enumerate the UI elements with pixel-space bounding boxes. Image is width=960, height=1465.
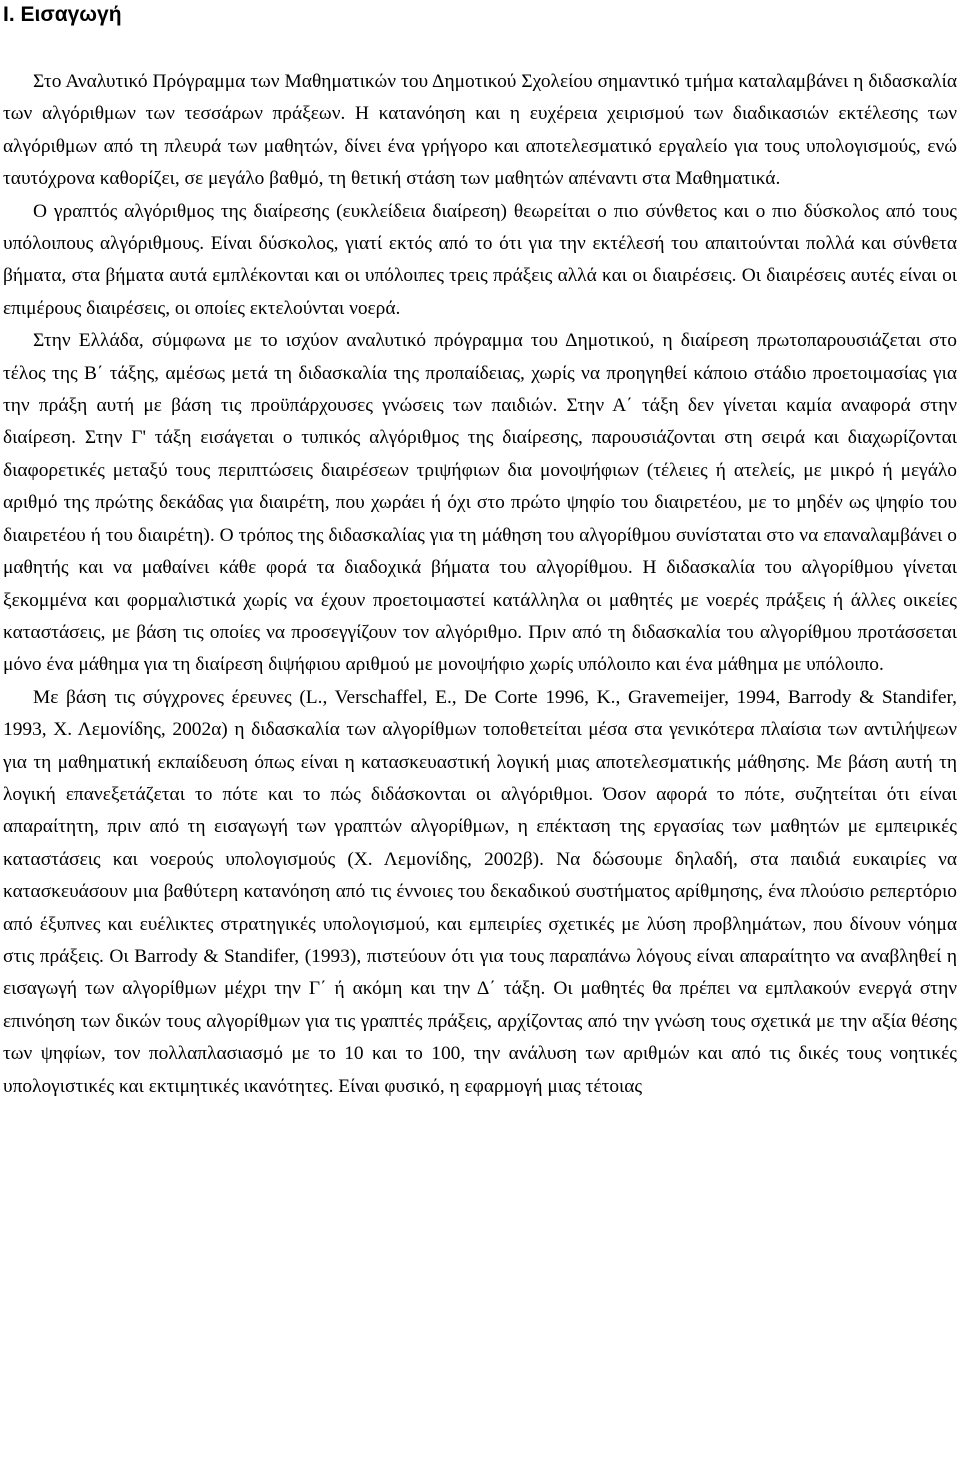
document-body xyxy=(3,66,957,1103)
section-heading: Ι. Εισαγωγή xyxy=(3,3,122,26)
paragraph-intro: Στο Αναλυτικό Πρόγραμμα των Μαθηματικών του Δημοτικού Σχολείου σημαντικό τμήμα καταλαμβάνει η διδασκαλία των αλγόριθμων των τεσσάρων πράξεων. Η κατανόηση και η ευχέρεια χειρισμού των διαδικασιών εκτέλεσης των αλγόριθμων από τη πλευρά των μαθητών, δίνει ένα γρήγορο και αποτελεσματικό εργαλείο για τους υπολογισμούς, ενώ ταυτόχρονα καθορίζει, σε μεγάλο βαθμό, τη θετική στάση των μαθητών απέναντι στα Μαθηματικά. xyxy=(3,71,957,190)
paragraph-research: Με βάση τις σύγχρονες έρευνες (L., Verschaffel, E., De Corte 1996, K., Gravemeijer, 1994, Barrody & Standifer, 1993, Χ. Λεμονίδης, 2002α) η διδασκαλία των αλγορίθμων τοποθετείται μέσα στα γενικότερα πλαίσια των αντιλήψεων για τη μαθηματική εκπαίδευση όπως είναι η κατασκευαστική λογική μιας αποτελεσματικής μάθησης. Με βάση αυτή τη λογική επανεξετάζεται το πότε και το πώς διδάσκονται οι αλγόριθμοι. Όσον αφορά το πότε, συζητείται ότι είναι απαραίτητη, πριν από τη εισαγωγή των γραπτών αλγορίθμων, η επέκταση της εργασίας των μαθητών με εμπειρικές καταστάσεις και νοερούς υπολογισμούς (Χ. Λεμονίδης, 2002β). Να δώσουμε δηλαδή, στα παιδιά ευκαιρίες να κατασκευάσουν μια βαθύτερη κατανόηση από τις έννοιες του δεκαδικού συστήματος αρίθμησης, ένα πλούσιο ρεπερτόριο από έξυπνες και ευέλικτες στρατηγικές υπολογισμού, και εμπειρίες σχετικές με λύση προβλημάτων, που δίνουν νόημα στις πράξεις. Οι Barrody & Standifer, (1993), πιστεύουν ότι για τους παραπάνω λόγους είναι απαραίτητο να αναβληθεί η εισαγωγή των αλγορίθμων μέχρι την Γ΄ ή ακόμη και την Δ΄ τάξη. Οι μαθητές θα πρέπει να εμπλακούν ενεργά στην επινόηση των δικών τους αλγορίθμων για τις γραπτές πράξεις, αρχίζοντας από την γνώση τους σχετικά με την αξία θέσης των ψηφίων, τον πολλαπλασιασμό με το 10 και το 100, την ανάλυση των αριθμών και από τις δικές τους νοητικές υπολογιστικές και εκτιμητικές ικανότητες. Είναι φυσικό, η εφαρμογή μιας τέτοιας xyxy=(3,686,957,1097)
paragraph-greece-curriculum: Στην Ελλάδα, σύμφωνα με το ισχύον αναλυτικό πρόγραμμα του Δημοτικού, η διαίρεση πρωτοπαρουσιάζεται στο τέλος της Β΄ τάξης, αμέσως μετά τη διδασκαλία της προπαίδειας, χωρίς να προηγηθεί κάποιο στάδιο προετοιμασίας για την πράξη αυτή με βάση τις προϋπάρχουσες γνώσεις των παιδιών. Στην Α΄ τάξη δεν γίνεται καμία αναφορά στην διαίρεση. Στην Γ' τάξη εισάγεται ο τυπικός αλγόριθμος της διαίρεσης, παρουσιάζονται στη σειρά και διαχωρίζονται διαφορετικές μεταξύ τους περιπτώσεις διαιρέσεων τριψήφιων δια μονοψήφιων (τέλειες ή ατελείς, με μικρό ή μεγάλο αριθμό της πρώτης δεκάδας για διαιρέτη, που χωράει ή όχι στο πρώτο ψηφίο του διαιρετέου, με το μηδέν ως ψηφίο του διαιρετέου ή του διαιρέτη). Ο τρόπος της διδασκαλίας για τη μάθηση του αλγορίθμου συνίσταται στο να επαναλαμβάνει ο μαθητής και να μαθαίνει κάθε φορά τα διαδοχικά βήματα του αλγορίθμου. Η διδασκαλία του αλγορίθμου γίνεται ξεκομμένα και φορμαλιστικά χωρίς να έχουν προετοιμαστεί κατάλληλα οι μαθητές με νοερές πράξεις ή άλλες οικείες καταστάσεις, με βάση τις οποίες να προσεγγίζουν τον αλγόριθμο. Πριν από τη διδασκαλία του αλγορίθμου προτάσσεται μόνο ένα μάθημα για τη διαίρεση διψήφιου αριθμού με μονοψήφιο χωρίς υπόλοιπο και ένα μάθημα με υπόλοιπο. xyxy=(3,330,957,676)
paragraph-division-algorithm: Ο γραπτός αλγόριθμος της διαίρεσης (ευκλείδεια διαίρεση) θεωρείται ο πιο σύνθετος και ο πιο δύσκολος από τους υπόλοιπους αλγόριθμους. Είναι δύσκολος, γιατί εκτός από το ότι για την εκτέλεσή του απαιτούνται πολλά και σύνθετα βήματα, στα βήματα αυτά εμπλέκονται και οι υπόλοιπες τρεις πράξεις αλλά και οι διαιρέσεις. Οι διαιρέσεις αυτές είναι οι επιμέρους διαιρέσεις, οι οποίες εκτελούνται νοερά. xyxy=(3,200,957,319)
